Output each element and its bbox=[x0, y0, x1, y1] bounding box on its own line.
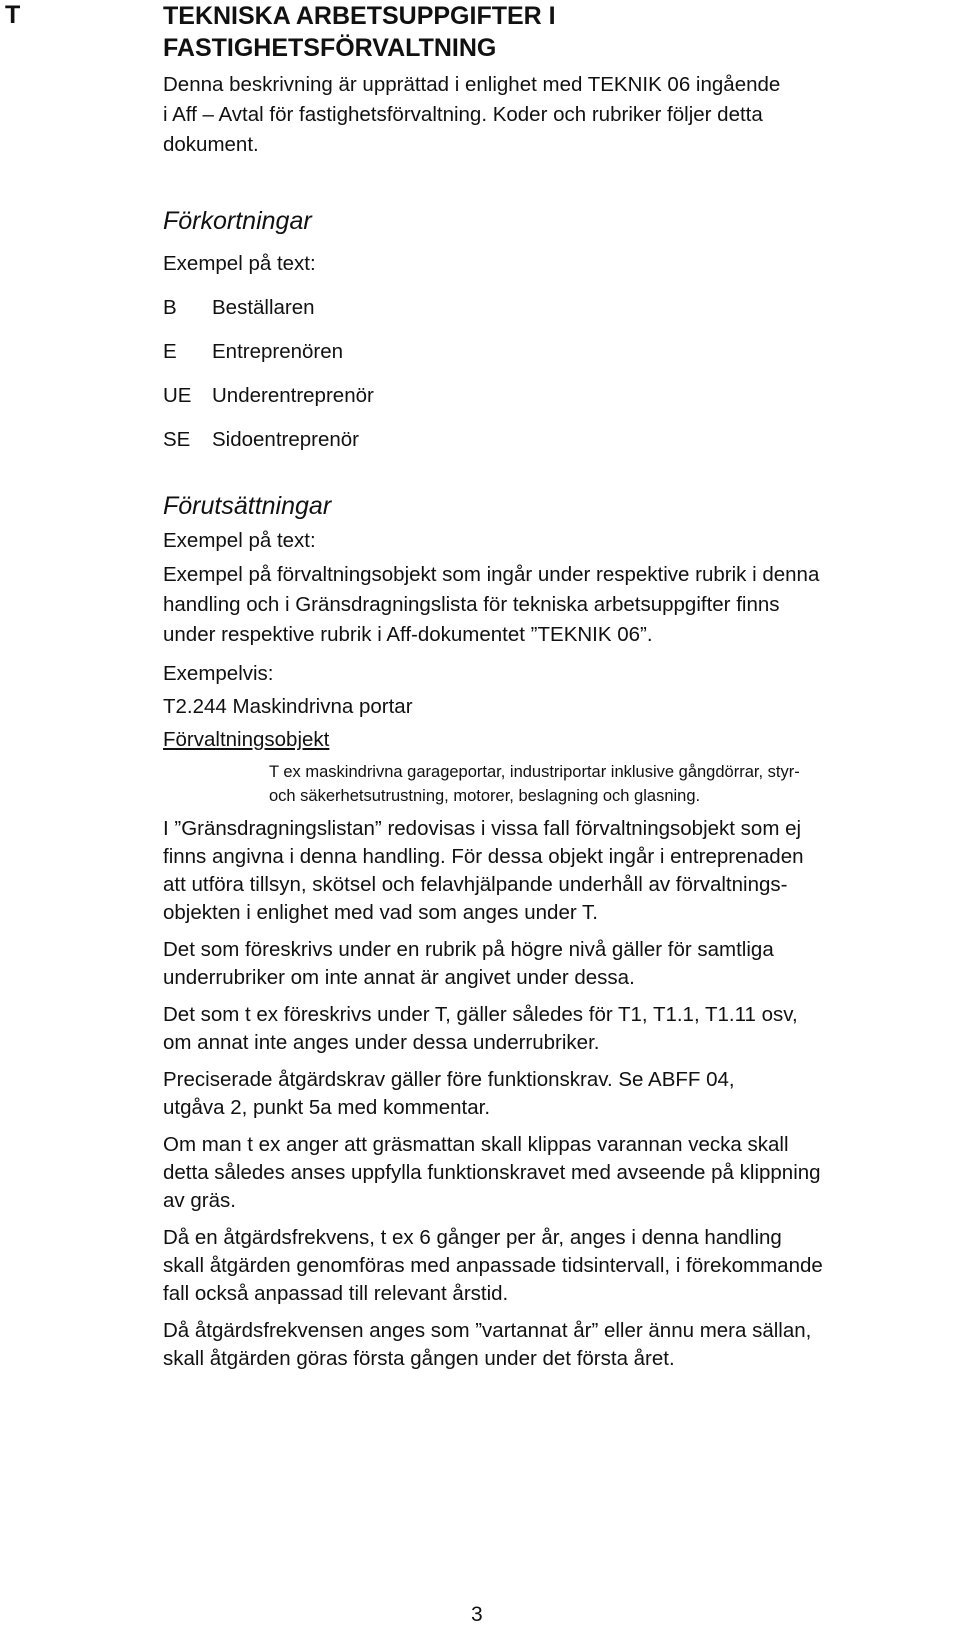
object-description-line: och säkerhetsutrustning, motorer, beslagning och glasning. bbox=[269, 787, 701, 805]
intro-line: i Aff – Avtal för fastighetsförvaltning. Koder och rubriker följer detta bbox=[163, 103, 763, 126]
intro-line: dokument. bbox=[163, 133, 259, 156]
document-title bbox=[163, 0, 556, 64]
abbreviation-row bbox=[163, 293, 953, 323]
prerequisites-paragraph bbox=[163, 560, 953, 650]
document-title-line: FASTIGHETSFÖRVALTNING bbox=[163, 34, 497, 62]
intro-line: Denna beskrivning är upprättad i enlighet med TEKNIK 06 ingående bbox=[163, 73, 781, 96]
paragraph-line: Då åtgärdsfrekvensen anges som ”vartannat år” eller ännu mera sällan, bbox=[163, 1319, 812, 1342]
example-code: T2.244 Maskindrivna portar bbox=[163, 695, 413, 718]
body-paragraph bbox=[163, 815, 953, 927]
paragraph-line: fall också anpassad till relevant årstid. bbox=[163, 1282, 509, 1305]
paragraph-line: I ”Gränsdragningslistan” redovisas i vissa fall förvaltningsobjekt som ej bbox=[163, 817, 802, 840]
document-title-line: TEKNISKA ARBETSUPPGIFTER I bbox=[163, 2, 556, 30]
body-paragraph bbox=[163, 1001, 953, 1057]
section-code: T bbox=[5, 1, 21, 29]
intro-paragraph bbox=[163, 70, 953, 160]
paragraph-line: detta således anses uppfylla funktionskravet med avseende på klippning bbox=[163, 1161, 821, 1184]
object-description-line: T ex maskindrivna garageportar, industriportar inklusive gångdörrar, styr- bbox=[269, 763, 800, 781]
object-label bbox=[163, 725, 953, 755]
page-number: 3 bbox=[471, 1603, 483, 1626]
examples-label: Exempelvis: bbox=[163, 662, 274, 685]
abbreviation-value: Beställaren bbox=[212, 296, 315, 319]
abbreviation-key: E bbox=[163, 340, 177, 363]
abbreviation-list bbox=[163, 293, 953, 455]
section-heading-abbreviations: Förkortningar bbox=[163, 207, 312, 235]
abbreviation-row bbox=[163, 425, 953, 455]
paragraph-line: finns angivna i denna handling. För dessa objekt ingår i entreprenaden bbox=[163, 845, 804, 868]
paragraph-line: Det som föreskrivs under en rubrik på högre nivå gäller för samtliga bbox=[163, 938, 774, 961]
paragraph-line: skall åtgärden genomföras med anpassade tidsintervall, i förekommande bbox=[163, 1254, 823, 1277]
paragraph-line: objekten i enlighet med vad som anges under T. bbox=[163, 901, 598, 924]
prerequisites-example-label: Exempel på text: bbox=[163, 529, 316, 552]
paragraph-line: om annat inte anges under dessa underrubriker. bbox=[163, 1031, 600, 1054]
paragraph-line: att utföra tillsyn, skötsel och felavhjälpande underhåll av förvaltnings- bbox=[163, 873, 788, 896]
body-paragraph bbox=[163, 1224, 953, 1308]
paragraph-line: Det som t ex föreskrivs under T, gäller således för T1, T1.1, T1.11 osv, bbox=[163, 1003, 798, 1026]
paragraph-line: handling och i Gränsdragningslista för tekniska arbetsuppgifter finns bbox=[163, 593, 780, 616]
abbreviations-example-label: Exempel på text: bbox=[163, 252, 316, 275]
abbreviation-value: Underentreprenör bbox=[212, 384, 374, 407]
abbreviation-row bbox=[163, 337, 953, 367]
section-heading-prerequisites: Förutsättningar bbox=[163, 492, 332, 520]
abbreviation-value: Entreprenören bbox=[212, 340, 344, 363]
paragraph-line: Preciserade åtgärdskrav gäller före funktionskrav. Se ABFF 04, bbox=[163, 1068, 735, 1091]
paragraph-line: av gräs. bbox=[163, 1189, 236, 1212]
body-paragraph bbox=[163, 1066, 953, 1122]
paragraph-line: Exempel på förvaltningsobjekt som ingår under respektive rubrik i denna bbox=[163, 563, 820, 586]
paragraph-line: Om man t ex anger att gräsmattan skall klippas varannan vecka skall bbox=[163, 1133, 789, 1156]
paragraph-line: underrubriker om inte annat är angivet under dessa. bbox=[163, 966, 635, 989]
object-label-text: Förvaltningsobjekt bbox=[163, 728, 330, 751]
paragraph-line: under respektive rubrik i Aff-dokumentet ”TEKNIK 06”. bbox=[163, 623, 653, 646]
body-paragraph bbox=[163, 1131, 953, 1215]
abbreviation-value: Sidoentreprenör bbox=[212, 428, 360, 451]
abbreviation-key: SE bbox=[163, 428, 191, 451]
abbreviation-key: B bbox=[163, 296, 177, 319]
body-paragraph bbox=[163, 936, 953, 992]
paragraph-line: utgåva 2, punkt 5a med kommentar. bbox=[163, 1096, 491, 1119]
object-description bbox=[163, 760, 953, 808]
paragraph-line: Då en åtgärdsfrekvens, t ex 6 gånger per år, anges i denna handling bbox=[163, 1226, 782, 1249]
abbreviation-key: UE bbox=[163, 384, 192, 407]
paragraph-line: skall åtgärden göras första gången under det första året. bbox=[163, 1347, 675, 1370]
document-body bbox=[163, 70, 953, 1382]
body-paragraph bbox=[163, 1317, 953, 1373]
abbreviation-row bbox=[163, 381, 953, 411]
